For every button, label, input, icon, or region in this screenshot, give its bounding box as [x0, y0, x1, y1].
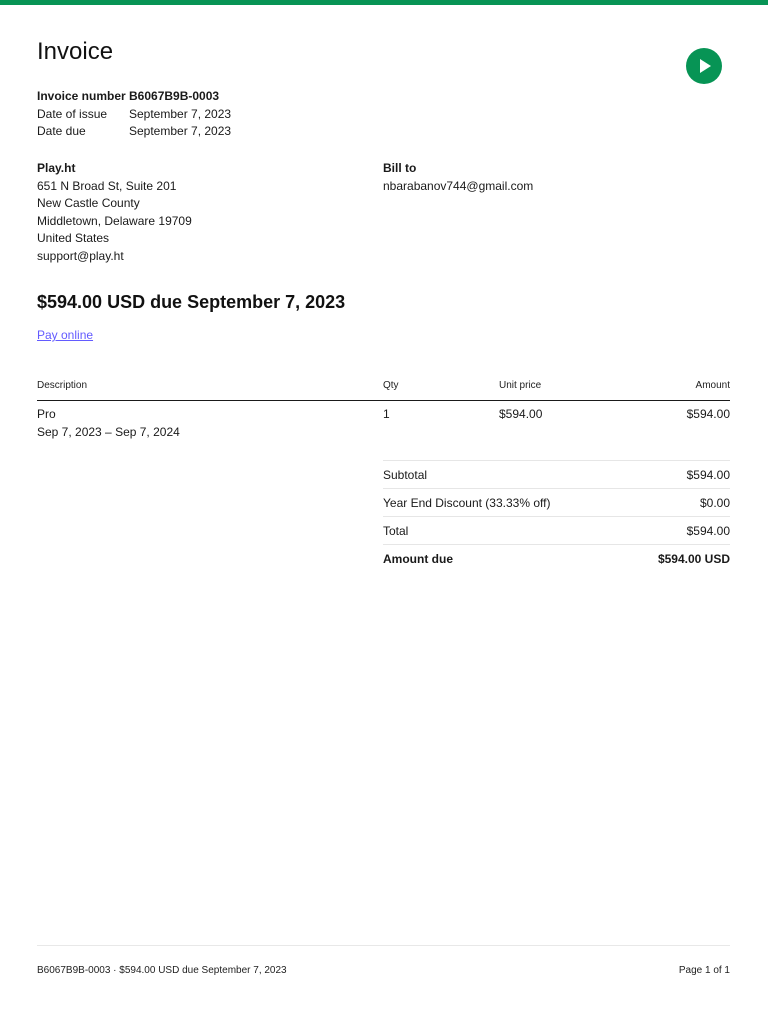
amount-due-heading: $594.00 USD due September 7, 2023 [37, 292, 346, 312]
pay-online-link[interactable]: Pay online [37, 328, 94, 342]
invoice-number: B6067B9B-0003 [129, 89, 220, 103]
table-row [37, 405, 180, 441]
accent-bar [0, 0, 768, 5]
meta-row-date-of-issue [37, 106, 231, 124]
line-item-amount: $594.00 [686, 407, 730, 421]
seller-address-line: New Castle County [37, 196, 140, 211]
table-header-divider [37, 400, 730, 401]
total-label: Total [383, 524, 409, 538]
summary-divider [383, 460, 730, 461]
meta-label: Date due [37, 124, 86, 138]
column-header-description: Description [37, 380, 88, 391]
seller-name: Play.ht [37, 161, 76, 175]
discount-label: Year End Discount (33.33% off) [383, 496, 551, 510]
meta-label: Invoice number [37, 89, 126, 103]
summary-divider [383, 544, 730, 545]
seller-address-line: 651 N Broad St, Suite 201 [37, 178, 177, 193]
meta-row-invoice-number [37, 88, 231, 106]
footer-divider [37, 945, 730, 946]
line-item-unit-price: $594.00 [499, 407, 543, 421]
subtotal-value: $594.00 [686, 468, 730, 482]
bill-to-label: Bill to [383, 161, 417, 175]
document-title: Invoice [37, 38, 114, 65]
amount-due-label: Amount due [383, 552, 453, 566]
seller-email: support@play.ht [37, 248, 124, 263]
column-header-qty: Qty [383, 380, 399, 391]
date-due: September 7, 2023 [129, 124, 232, 138]
line-item-description: Pro [37, 407, 56, 421]
line-item-period: Sep 7, 2023 – Sep 7, 2024 [37, 425, 180, 439]
footer-summary: B6067B9B-0003 · $594.00 USD due September 7, 2023 [37, 965, 287, 976]
bill-to-email: nbarabanov744@gmail.com [383, 178, 534, 193]
summary-divider [383, 488, 730, 489]
summary-divider [383, 516, 730, 517]
line-item-qty: 1 [383, 407, 390, 421]
play-icon [686, 48, 722, 84]
invoice-meta [37, 88, 231, 141]
amount-due-value: $594.00 USD [657, 552, 730, 566]
bill-to [383, 160, 533, 195]
meta-row-date-due [37, 123, 231, 141]
date-of-issue: September 7, 2023 [129, 106, 232, 121]
column-header-amount: Amount [695, 380, 730, 391]
discount-value: $0.00 [699, 496, 730, 510]
seller-address-line: Middletown, Delaware 19709 [37, 213, 192, 228]
subtotal-label: Subtotal [383, 468, 428, 482]
page-number: Page 1 of 1 [678, 965, 730, 976]
seller-address-line: United States [37, 231, 110, 246]
column-header-unit-price: Unit price [499, 380, 542, 391]
meta-label: Date of issue [37, 106, 108, 121]
seller-address [37, 160, 192, 266]
total-value: $594.00 [686, 524, 730, 538]
